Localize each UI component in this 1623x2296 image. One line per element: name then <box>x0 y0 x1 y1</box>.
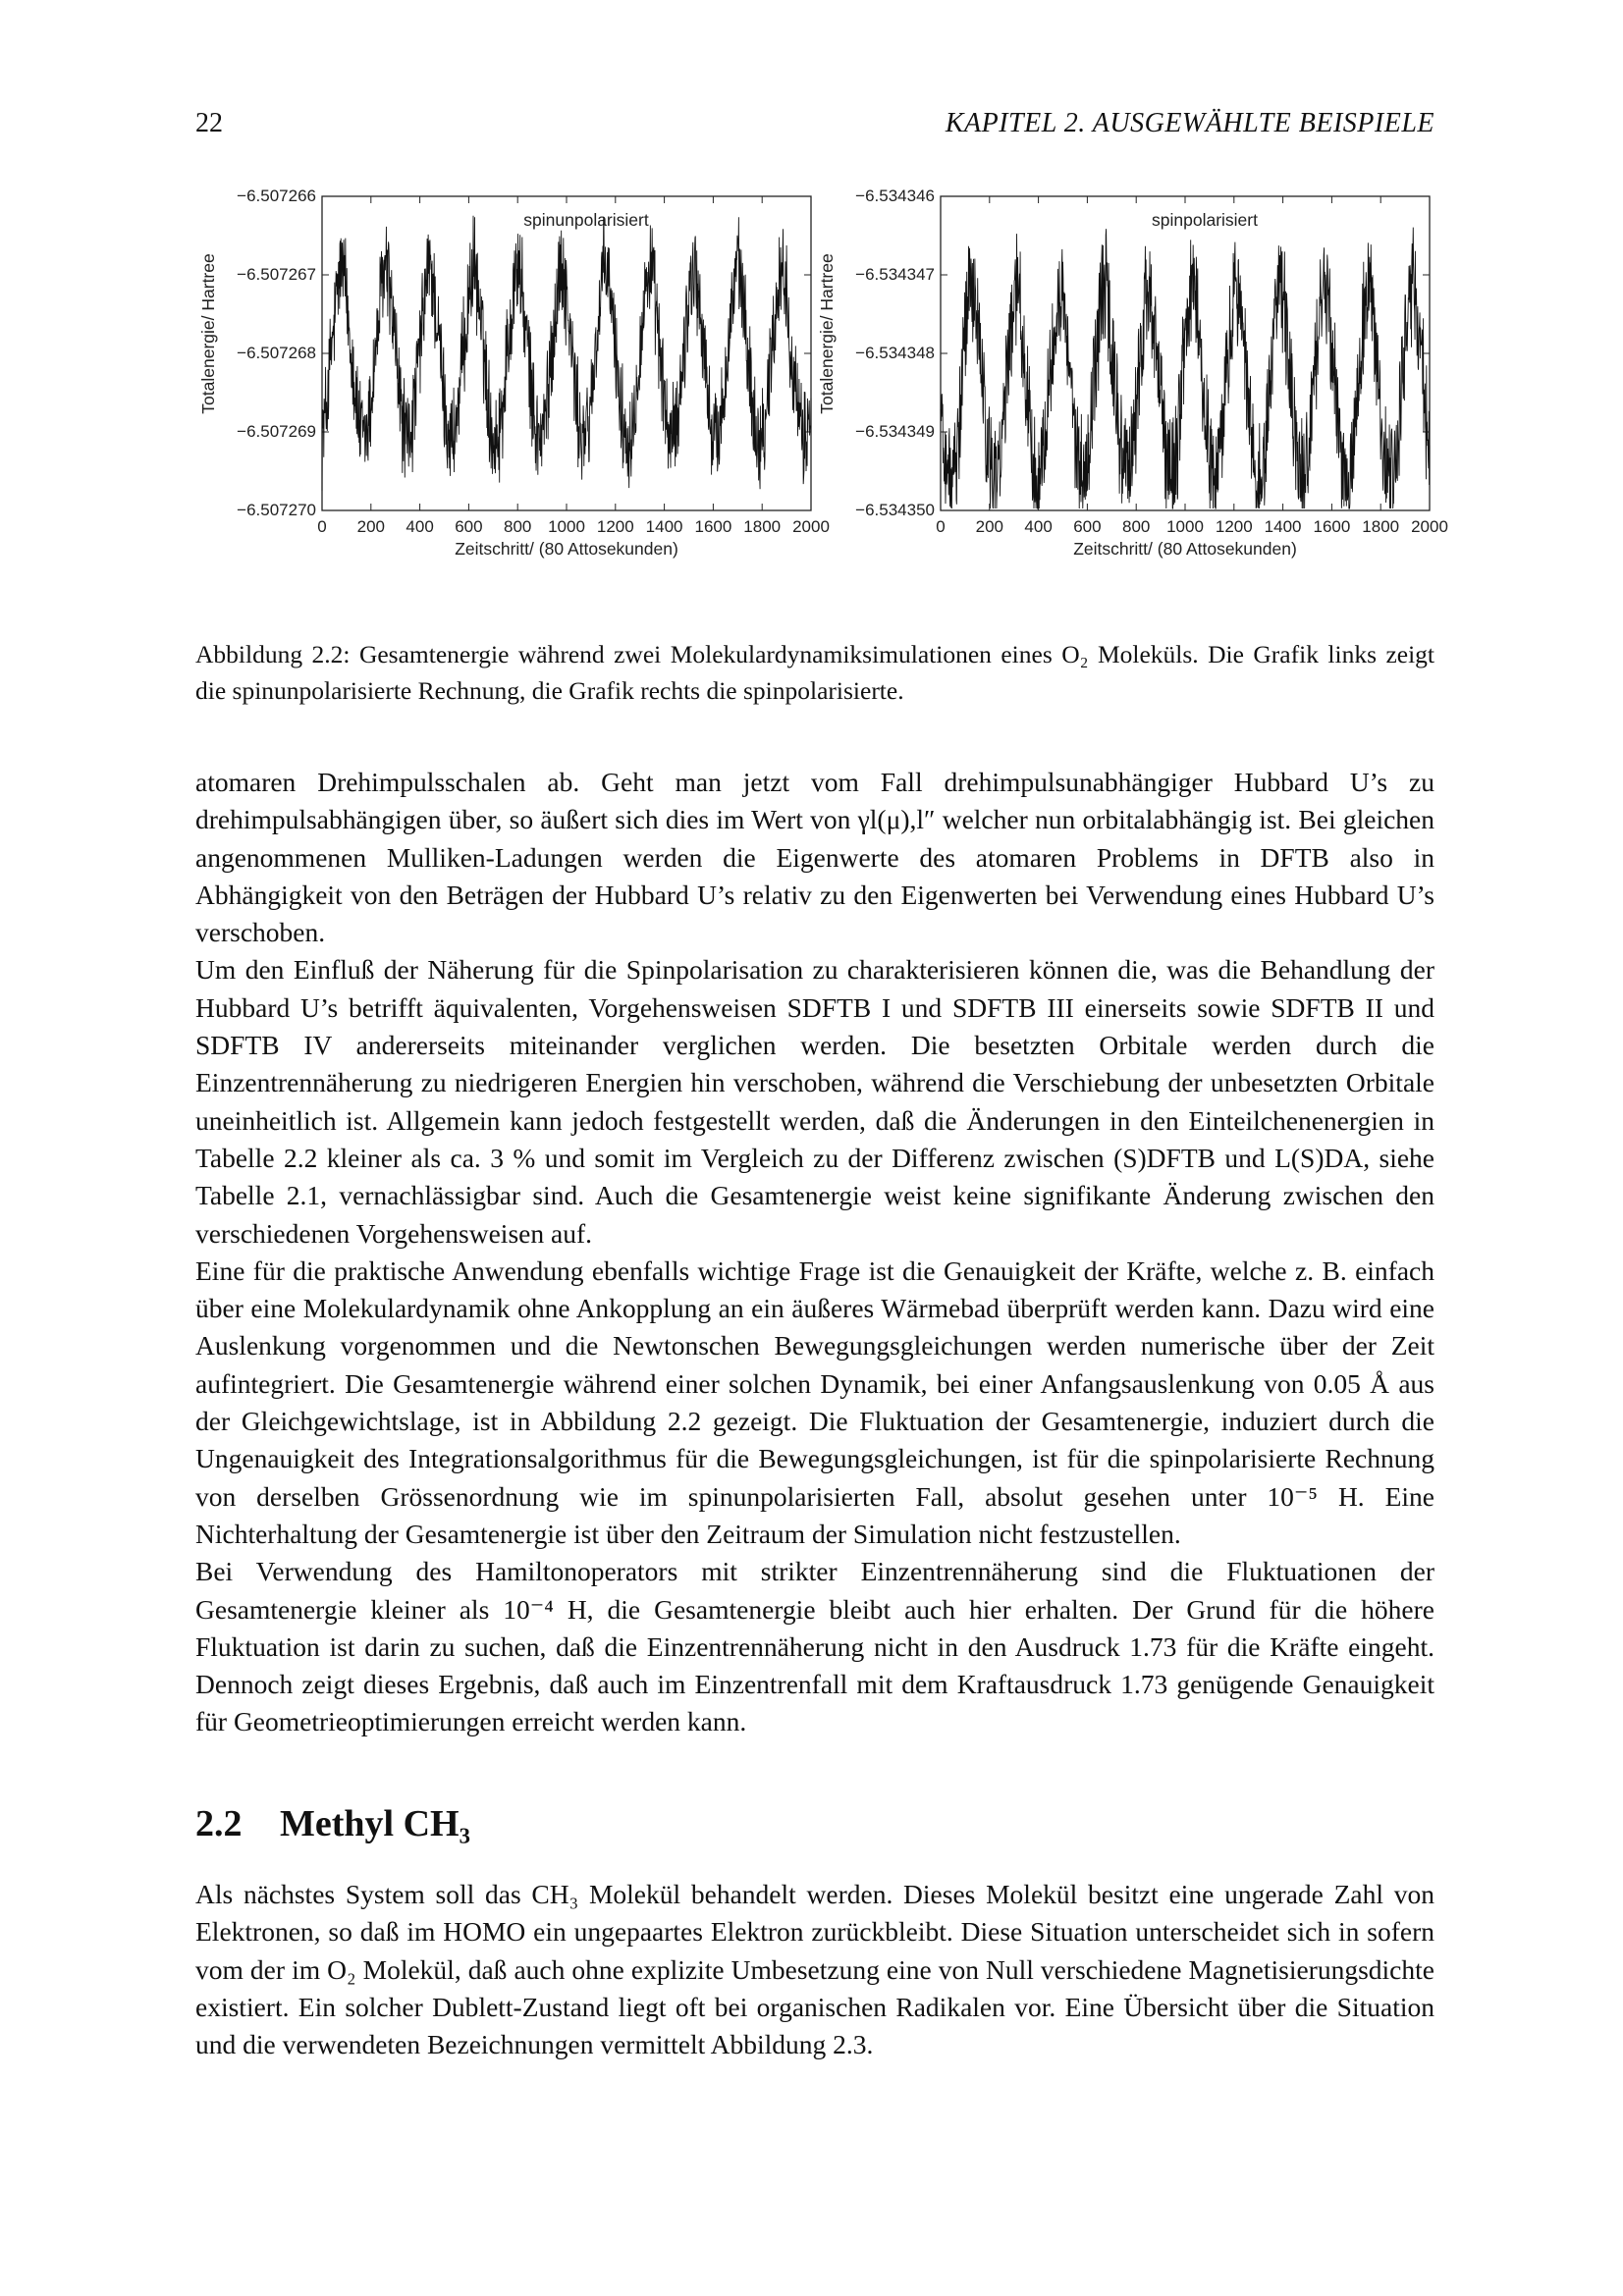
x-tick-label: 1600 <box>1313 517 1351 536</box>
paragraph: Eine für die praktische Anwendung ebenfalls wichtige Frage ist die Genauigkeit der Kräfte, welche z. B. einfach über eine Molekulardynamik ohne Ankopplung an ein äußeres Wärmebad überprüft werden kann. Dazu wird eine Auslenkung vorgenommen und die Newtonschen Bewegungsgleichungen werden numerische über der Zeit aufintegriert. Die Gesamtenergie während einer solchen Dynamik, bei einer Anfangsauslenkung von 0.05 Å aus der Gleichgewichtslage, ist in Abbildung 2.2 gezeigt. Die Fluktuation der Gesamtenergie, induziert durch die Ungenauigkeit des Integrationsalgorithmus für die Bewegungsgleichungen, ist für die spinpolarisierte Rechnung von derselben Grössenordnung wie im spinunpolarisierten Fall, absolut gesehen unter 10⁻⁵ H. Eine Nichterhaltung der Gesamtenergie ist über den Zeitraum der Simulation nicht festzustellen. <box>195 1255 1434 1549</box>
y-tick-label: −6.534347 <box>855 265 935 284</box>
x-tick-label: 1200 <box>596 517 634 536</box>
series-line-gesamtenergie <box>941 228 1430 508</box>
x-tick-label: 2000 <box>792 517 830 536</box>
x-tick-label: 600 <box>455 517 483 536</box>
x-tick-label: 1800 <box>1362 517 1400 536</box>
x-tick-label: 1400 <box>1264 517 1302 536</box>
running-header <box>195 108 1434 147</box>
x-tick-label: 1800 <box>743 517 782 536</box>
x-tick-label: 400 <box>1024 517 1053 536</box>
x-tick-label: 2000 <box>1411 517 1448 536</box>
figure-caption: Abbildung 2.2: Gesamtenergie während zwei Molekulardynamiksimulationen eines O₂ Moleküls. Die Grafik links zeigt die spinunpolarisierte Rechnung, die Grafik rechts die spinpolarisierte. <box>195 640 1434 705</box>
y-tick-label: −6.507268 <box>237 344 316 362</box>
y-tick-label: −6.507270 <box>237 501 316 519</box>
x-tick-label: 600 <box>1073 517 1102 536</box>
section-heading <box>195 1802 1434 1845</box>
chart-svg-left <box>192 187 830 589</box>
x-axis-label: Zeitschritt/ (80 Attosekunden) <box>455 539 678 559</box>
chapter-title: KAPITEL 2. AUSGEWÄHLTE BEISPIELE <box>945 108 1434 138</box>
page-number: 22 <box>195 108 223 138</box>
y-axis-label: Totalenergie/ Hartree <box>817 253 837 414</box>
section-number: 2.2 <box>195 1803 243 1844</box>
y-tick-label: −6.507267 <box>237 265 316 284</box>
x-tick-label: 0 <box>936 517 946 536</box>
chart-svg-right <box>811 187 1448 589</box>
chart-spinpolarisiert <box>811 187 1448 589</box>
y-tick-label: −6.534350 <box>855 501 935 519</box>
x-tick-label: 1000 <box>548 517 585 536</box>
series-line-gesamtenergie <box>322 216 811 491</box>
x-tick-label: 1400 <box>645 517 683 536</box>
section-title: Methyl CH₃ <box>280 1803 470 1844</box>
y-tick-label: −6.534349 <box>855 422 935 441</box>
y-tick-label: −6.507266 <box>237 187 316 205</box>
chart-title: spinpolarisiert <box>1152 210 1258 230</box>
paragraph: Als nächstes System soll das CH₃ Molekül behandelt werden. Dieses Molekül besitzt eine ungerade Zahl von Elektronen, so daß im HOMO ein ungepaartes Elektron zurückbleibt. Diese Situation unterscheidet sich in sofern vom der im O₂ Molekül, daß auch ohne explizite Umbesetzung eine von Null verschiedene Magnetisierungsdichte existiert. Ein solcher Dublett-Zustand liegt oft bei organischen Radikalen vor. Eine Übersicht über die Situation und die verwendeten Bezeichnungen vermittelt Abbildung 2.3. <box>195 1879 1434 2060</box>
section-body-text <box>195 1876 1434 2063</box>
paragraph: atomaren Drehimpulsschalen ab. Geht man jetzt vom Fall drehimpulsunabhängiger Hubbard U’s zu drehimpulsabhängigen über, so äußert sich dies im Wert von γl(μ),l″ welcher nun orbitalabhängig ist. Bei gleichen angenommenen Mulliken-Ladungen werden die Eigenwerte des atomaren Problems in DFTB also in Abhängigkeit von den Beträgen der Hubbard U’s relativ zu den Eigenwerten bei Verwendung eines Hubbard U’s verschoben. <box>195 767 1434 948</box>
x-tick-label: 800 <box>504 517 532 536</box>
chart-title: spinunpolarisiert <box>523 210 649 230</box>
x-tick-label: 200 <box>975 517 1003 536</box>
y-tick-label: −6.534346 <box>855 187 935 205</box>
chart-spinunpolarisiert <box>192 187 830 589</box>
x-tick-label: 1200 <box>1215 517 1253 536</box>
x-tick-label: 1000 <box>1166 517 1204 536</box>
y-tick-label: −6.507269 <box>237 422 316 441</box>
x-tick-label: 0 <box>317 517 327 536</box>
paragraph: Bei Verwendung des Hamiltonoperators mit strikter Einzentrennäherung sind die Fluktuationen der Gesamtenergie kleiner als 10⁻⁴ H, die Gesamtenergie bleibt auch hier erhalten. Der Grund für die höhere Fluktuation ist darin zu suchen, daß die Einzentrennäherung nicht in den Ausdruck 1.73 für die Kräfte eingeht. Dennoch zeigt dieses Ergebnis, daß auch im Einzentrenfall mit dem Kraftausdruck 1.73 genügende Genauigkeit für Geometrieoptimierungen erreicht werden kann. <box>195 1556 1434 1737</box>
y-axis-label: Totalenergie/ Hartree <box>198 253 218 414</box>
body-text <box>195 764 1434 1741</box>
x-axis-label: Zeitschritt/ (80 Attosekunden) <box>1073 539 1297 559</box>
x-tick-label: 200 <box>356 517 385 536</box>
x-tick-label: 1600 <box>694 517 732 536</box>
x-tick-label: 400 <box>406 517 434 536</box>
x-tick-label: 800 <box>1122 517 1151 536</box>
paragraph: Um den Einfluß der Näherung für die Spinpolarisation zu charakterisieren können die, was die Behandlung der Hubbard U’s betrifft äquivalenten, Vorgehensweisen SDFTB I und SDFTB III einerseits sowie SDFTB II und SDFTB IV andererseits miteinander verglichen werden. Die besetzten Orbitale werden durch die Einzentrennäherung zu niedrigeren Energien hin verschoben, während die Verschiebung der unbesetzten Orbitale uneinheitlich ist. Allgemein kann jedoch festgestellt werden, daß die Änderungen in den Einteilchenenergien in Tabelle 2.2 kleiner als ca. 3 % und somit im Vergleich zu der Differenz zwischen (S)DFTB und L(S)DA, siehe Tabelle 2.1, vernachlässigbar sind. Auch die Gesamtenergie weist keine signifikante Änderung zwischen den verschiedenen Vorgehensweisen auf. <box>195 954 1434 1249</box>
plot-frame <box>941 196 1430 510</box>
y-tick-label: −6.534348 <box>855 344 935 362</box>
